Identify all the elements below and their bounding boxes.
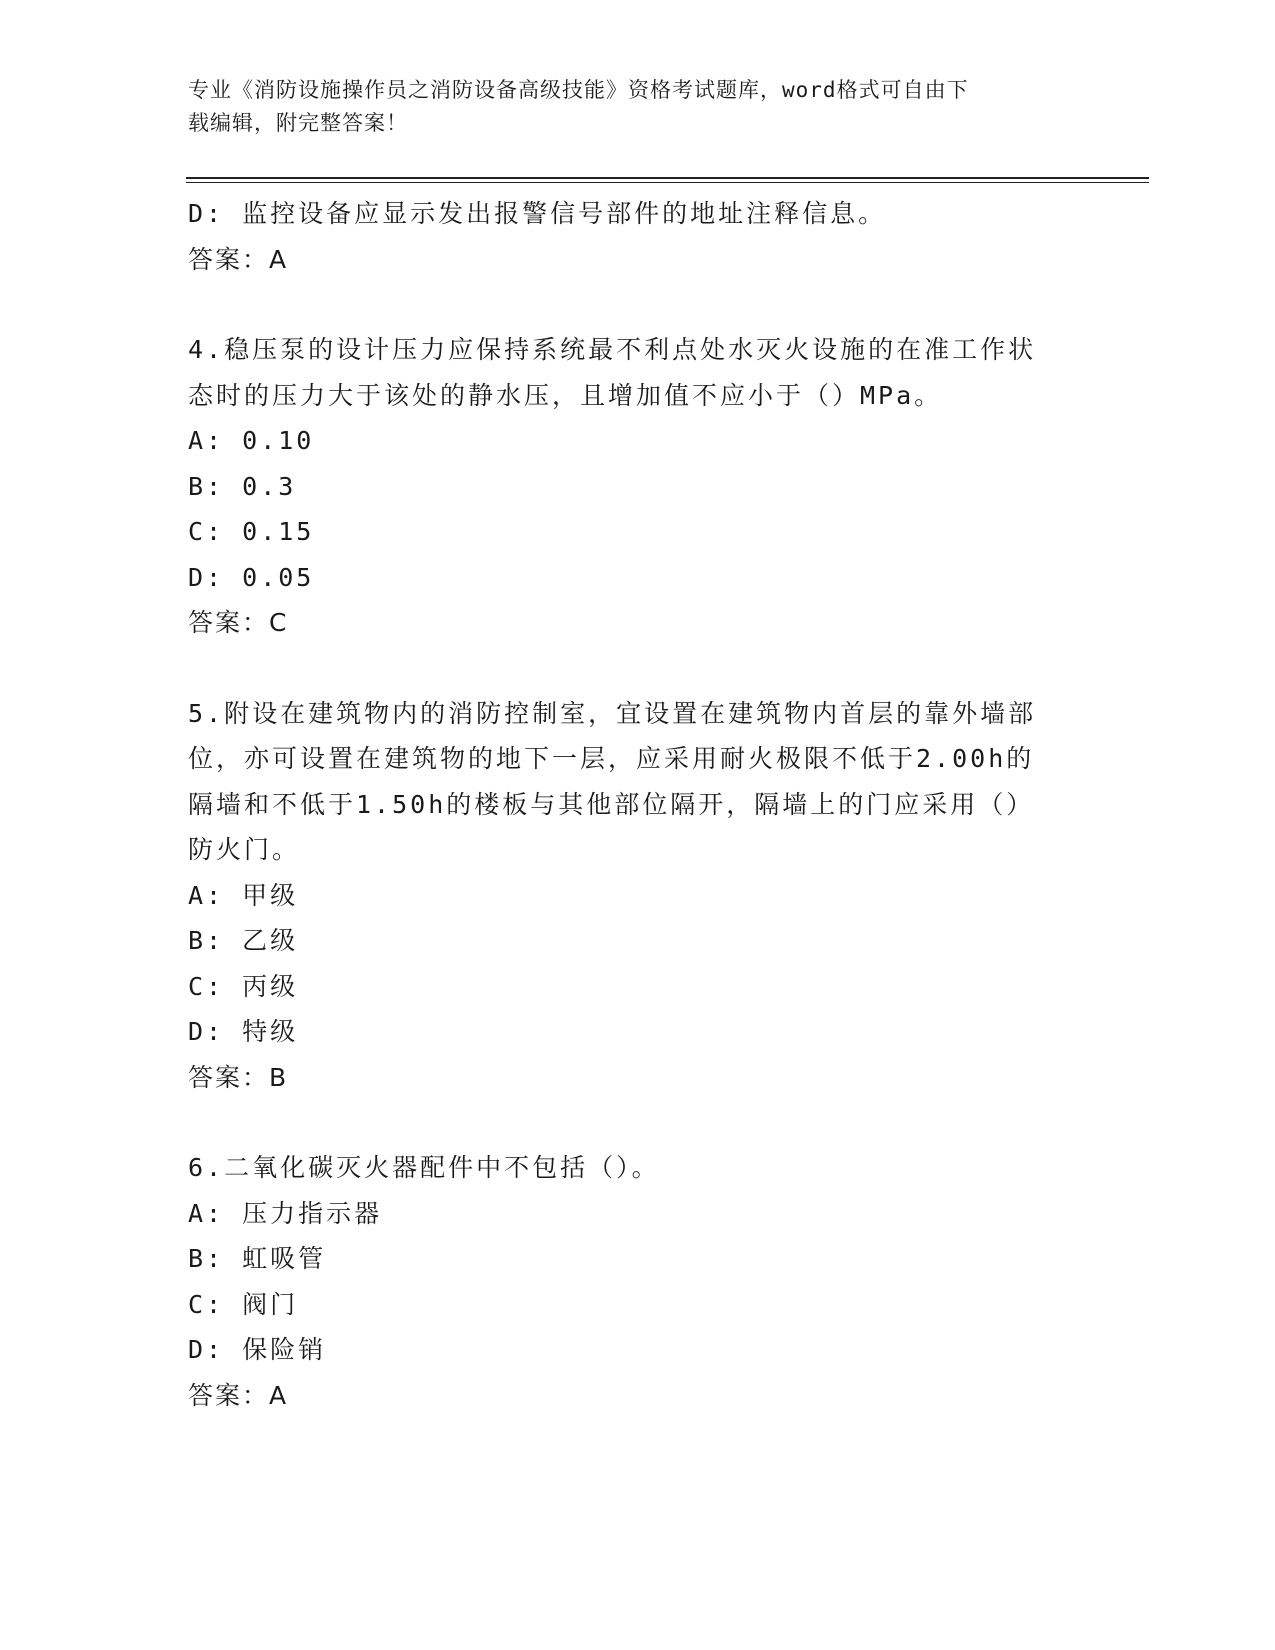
document-header [188,74,1068,140]
question-stem-line: 防火门。 [188,835,301,864]
header-line-1: 专业《消防设施操作员之消防设备高级技能》资格考试题库，word格式可自由下 [188,78,969,102]
option-d: D: 特级 [188,1017,299,1046]
question-stem-line: 6.二氧化碳灭火器配件中不包括（）。 [188,1153,660,1182]
question-stem-line: 4.稳压泵的设计压力应保持系统最不利点处水灭火设施的在准工作状 [188,335,1037,364]
question-stem-line: 位，亦可设置在建筑物的地下一层，应采用耐火极限不低于2.00h的 [188,744,1035,773]
option-b: B: 虹吸管 [188,1244,327,1273]
option-b: B: 乙级 [188,926,299,955]
option-a: A: 压力指示器 [188,1198,383,1228]
answer: 答案：A [188,1380,289,1410]
question-stem-line: 5.附设在建筑物内的消防控制室，宜设置在建筑物内首层的靠外墙部 [188,698,1037,728]
header-divider-thick [186,177,1149,179]
question-content [188,191,1068,1418]
spacer [188,646,1068,691]
option-d: D: 0.05 [188,562,315,592]
option-d: D: 保险销 [188,1335,327,1364]
option-c: C: 阀门 [188,1289,299,1319]
header-divider-thin [186,182,1149,183]
question-6 [188,1145,1068,1418]
option-c: C: 0.15 [188,517,315,546]
answer: 答案：B [188,1062,289,1092]
option-c: C: 丙级 [188,971,299,1001]
question-5 [188,691,1068,1101]
leading-option-d: D: 监控设备应显示发出报警信号部件的地址注释信息。 [188,199,887,228]
spacer [188,282,1068,327]
header-line-2: 载编辑，附完整答案！ [188,111,408,135]
leading-answer: 答案：A [188,244,289,274]
question-stem-line: 隔墙和不低于1.50h的楼板与其他部位隔开，隔墙上的门应采用（） [188,789,1035,819]
question-4 [188,327,1068,646]
option-b: B: 0.3 [188,471,297,501]
spacer [188,1100,1068,1145]
question-stem-line: 态时的压力大于该处的静水压，且增加值不应小于（）MPa。 [188,380,943,410]
answer: 答案：C [188,608,289,637]
option-a: A: 0.10 [188,426,315,455]
option-a: A: 甲级 [188,880,299,910]
